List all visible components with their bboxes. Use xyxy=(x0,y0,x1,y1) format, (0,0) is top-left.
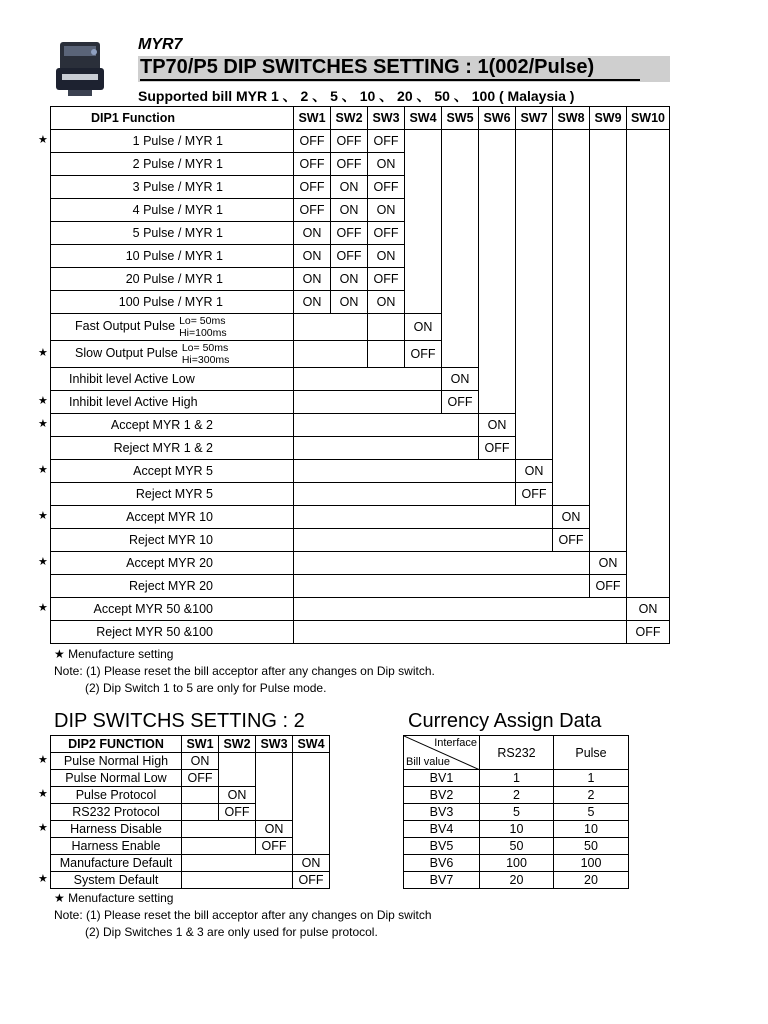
blank-cell xyxy=(516,176,553,199)
switch-value: ON xyxy=(294,268,331,291)
blank-cell xyxy=(553,460,590,483)
pulse-value: 2 xyxy=(554,787,629,804)
blank-cell xyxy=(553,268,590,291)
blank-cell xyxy=(405,199,442,222)
switch-value: OFF xyxy=(182,770,219,787)
blank-cell xyxy=(182,787,219,804)
switch-value: ON xyxy=(331,291,368,314)
blank-cell xyxy=(627,552,670,575)
blank-cell xyxy=(405,153,442,176)
switch-header-8: SW8 xyxy=(553,107,590,130)
blank-cell xyxy=(293,787,330,804)
switch-value: ON xyxy=(294,222,331,245)
blank-cell xyxy=(590,153,627,176)
dip1-function-header: DIP1 Function xyxy=(51,107,294,130)
note-1: Note: (1) Please reset the bill acceptor after any changes on Dip switch. xyxy=(54,664,435,678)
switch-header-5: SW5 xyxy=(442,107,479,130)
blank-cell xyxy=(627,483,670,506)
switch-value: ON xyxy=(516,460,553,483)
blank-cell xyxy=(590,176,627,199)
dip1-row-label: Accept MYR 10 xyxy=(51,506,294,529)
blank-cell xyxy=(405,130,442,153)
rs232-value: 50 xyxy=(480,838,554,855)
blank-cell xyxy=(294,368,442,391)
blank-cell xyxy=(256,804,293,821)
bill-value-cell: BV3 xyxy=(404,804,480,821)
blank-cell xyxy=(294,314,368,341)
blank-cell xyxy=(293,804,330,821)
blank-cell xyxy=(293,821,330,838)
blank-cell xyxy=(590,341,627,368)
blank-cell xyxy=(442,245,479,268)
manufacture-setting-legend: ★ Menufacture setting xyxy=(54,891,174,905)
blank-cell xyxy=(479,153,516,176)
dip2-row-label: Pulse Normal Low xyxy=(51,770,182,787)
blank-cell xyxy=(182,838,256,855)
title-underline xyxy=(140,79,640,81)
interface-label: Interface xyxy=(434,737,477,749)
dip1-row-label: Accept MYR 1 & 2 xyxy=(51,414,294,437)
manufacture-setting-star: ★ xyxy=(38,134,48,146)
blank-cell xyxy=(479,130,516,153)
blank-cell xyxy=(553,291,590,314)
output-pulse-label: Fast Output Pulse xyxy=(75,319,176,334)
rs232-value: 2 xyxy=(480,787,554,804)
switch-header-2: SW2 xyxy=(219,736,256,753)
switch-header-4: SW4 xyxy=(405,107,442,130)
currency-section-title: Currency Assign Data xyxy=(408,710,602,732)
manufacture-setting-star: ★ xyxy=(38,788,48,800)
switch-header-1: SW1 xyxy=(294,107,331,130)
pulse-hi: Hi=100ms xyxy=(179,327,227,339)
rs232-value: 1 xyxy=(480,770,554,787)
blank-cell xyxy=(516,314,553,341)
blank-cell xyxy=(442,153,479,176)
switch-header-3: SW3 xyxy=(256,736,293,753)
page-title: TP70/P5 DIP SWITCHES SETTING : 1(002/Pulse) xyxy=(140,56,595,78)
blank-cell xyxy=(368,341,405,368)
blank-cell xyxy=(294,552,590,575)
blank-cell xyxy=(294,391,442,414)
switch-value: ON xyxy=(294,291,331,314)
blank-cell xyxy=(442,222,479,245)
switch-value: OFF xyxy=(294,153,331,176)
rs232-value: 10 xyxy=(480,821,554,838)
blank-cell xyxy=(442,314,479,341)
switch-value: OFF xyxy=(331,222,368,245)
switch-value: OFF xyxy=(516,483,553,506)
blank-cell xyxy=(553,245,590,268)
switch-value: OFF xyxy=(627,621,670,644)
blank-cell xyxy=(479,222,516,245)
blank-cell xyxy=(553,222,590,245)
switch-value: OFF xyxy=(405,341,442,368)
blank-cell xyxy=(627,291,670,314)
blank-cell xyxy=(294,529,553,552)
dip2-function-header: DIP2 FUNCTION xyxy=(51,736,182,753)
blank-cell xyxy=(627,575,670,598)
dip1-row-label xyxy=(51,314,294,341)
rs232-value: 5 xyxy=(480,804,554,821)
manufacture-setting-legend: ★ Menufacture setting xyxy=(54,647,174,661)
pulse-hi: Hi=300ms xyxy=(181,354,230,366)
manufacture-setting-star: ★ xyxy=(38,754,48,766)
blank-cell xyxy=(368,314,405,341)
blank-cell xyxy=(627,414,670,437)
note-2: (2) Dip Switches 1 & 3 are only used for pulse protocol. xyxy=(85,925,378,939)
switch-value: OFF xyxy=(368,268,405,291)
switch-value: ON xyxy=(368,291,405,314)
bill-value-label: Bill value xyxy=(406,756,451,768)
pulse-timing xyxy=(182,342,230,366)
dip1-row-label: Inhibit level Active Low xyxy=(51,368,294,391)
manufacture-setting-star: ★ xyxy=(38,602,48,614)
blank-cell xyxy=(590,268,627,291)
switch-value: ON xyxy=(294,245,331,268)
blank-cell xyxy=(516,391,553,414)
switch-value: OFF xyxy=(553,529,590,552)
blank-cell xyxy=(590,460,627,483)
blank-cell xyxy=(479,291,516,314)
blank-cell xyxy=(590,245,627,268)
switch-value: ON xyxy=(368,153,405,176)
blank-cell xyxy=(516,153,553,176)
dip1-row-label: Reject MYR 1 & 2 xyxy=(51,437,294,460)
switch-value: ON xyxy=(442,368,479,391)
dip2-section-title: DIP SWITCHS SETTING : 2 xyxy=(54,710,305,732)
blank-cell xyxy=(479,199,516,222)
manufacture-setting-star: ★ xyxy=(38,464,48,476)
note-2: (2) Dip Switch 1 to 5 are only for Pulse mode. xyxy=(85,681,327,695)
pulse-lo: Lo= 50ms xyxy=(181,342,229,354)
pulse-lo: Lo= 50ms xyxy=(179,315,226,327)
dip2-table xyxy=(50,735,330,889)
manufacture-setting-star: ★ xyxy=(38,395,48,407)
blank-cell xyxy=(479,176,516,199)
bill-acceptor-image xyxy=(50,38,110,100)
switch-value: OFF xyxy=(442,391,479,414)
blank-cell xyxy=(516,222,553,245)
blank-cell xyxy=(553,199,590,222)
switch-value: ON xyxy=(256,821,293,838)
blank-cell xyxy=(590,314,627,341)
dip2-row-label: Pulse Normal High xyxy=(51,753,182,770)
dip1-row-label: Reject MYR 50 &100 xyxy=(51,621,294,644)
blank-cell xyxy=(182,821,256,838)
switch-value: ON xyxy=(293,855,330,872)
currency-table xyxy=(403,735,629,889)
dip2-row-label: Harness Disable xyxy=(51,821,182,838)
dip2-row-label: System Default xyxy=(51,872,182,889)
dip1-row-label: 5 Pulse / MYR 1 xyxy=(51,222,294,245)
supported-bill: Supported bill MYR 1 、 2 、 5 、 10 、 20 、 50 、 100 ( Malaysia ) xyxy=(138,88,575,104)
switch-value: ON xyxy=(553,506,590,529)
switch-value: OFF xyxy=(294,130,331,153)
blank-cell xyxy=(256,787,293,804)
pulse-value: 10 xyxy=(554,821,629,838)
blank-cell xyxy=(590,222,627,245)
blank-cell xyxy=(627,437,670,460)
switch-value: OFF xyxy=(294,176,331,199)
blank-cell xyxy=(294,575,590,598)
blank-cell xyxy=(442,268,479,291)
bill-value-cell: BV5 xyxy=(404,838,480,855)
blank-cell xyxy=(627,130,670,153)
switch-value: ON xyxy=(331,176,368,199)
dip1-table xyxy=(50,106,670,644)
bill-value-cell: BV7 xyxy=(404,872,480,889)
blank-cell xyxy=(294,460,516,483)
blank-cell xyxy=(479,314,516,341)
switch-header-9: SW9 xyxy=(590,107,627,130)
blank-cell xyxy=(590,391,627,414)
switch-header-3: SW3 xyxy=(368,107,405,130)
blank-cell xyxy=(553,153,590,176)
blank-cell xyxy=(442,199,479,222)
manufacture-setting-star: ★ xyxy=(38,510,48,522)
dip1-row-label: Inhibit level Active High xyxy=(51,391,294,414)
blank-cell xyxy=(590,130,627,153)
dip1-row-label: 20 Pulse / MYR 1 xyxy=(51,268,294,291)
rs232-header: RS232 xyxy=(480,736,554,770)
blank-cell xyxy=(590,529,627,552)
blank-cell xyxy=(479,368,516,391)
rs232-value: 20 xyxy=(480,872,554,889)
manufacture-setting-star: ★ xyxy=(38,347,48,359)
blank-cell xyxy=(442,176,479,199)
dip1-row-label: Reject MYR 20 xyxy=(51,575,294,598)
dip1-row-label xyxy=(51,341,294,368)
dip1-row-label: 1 Pulse / MYR 1 xyxy=(51,130,294,153)
switch-value: OFF xyxy=(331,130,368,153)
switch-header-4: SW4 xyxy=(293,736,330,753)
blank-cell xyxy=(516,414,553,437)
switch-value: ON xyxy=(331,268,368,291)
blank-cell xyxy=(442,130,479,153)
blank-cell xyxy=(627,245,670,268)
blank-cell xyxy=(516,268,553,291)
dip1-row-label: 10 Pulse / MYR 1 xyxy=(51,245,294,268)
pulse-value: 5 xyxy=(554,804,629,821)
blank-cell xyxy=(479,391,516,414)
blank-cell xyxy=(294,414,479,437)
blank-cell xyxy=(590,291,627,314)
switch-value: OFF xyxy=(368,176,405,199)
blank-cell xyxy=(479,245,516,268)
switch-value: ON xyxy=(405,314,442,341)
switch-value: ON xyxy=(219,787,256,804)
blank-cell xyxy=(479,268,516,291)
blank-cell xyxy=(627,460,670,483)
dip1-row-label: Reject MYR 10 xyxy=(51,529,294,552)
blank-cell xyxy=(590,483,627,506)
dip1-row-label: Reject MYR 5 xyxy=(51,483,294,506)
blank-cell xyxy=(442,341,479,368)
switch-value: OFF xyxy=(256,838,293,855)
blank-cell xyxy=(553,414,590,437)
dip1-row-label: 2 Pulse / MYR 1 xyxy=(51,153,294,176)
note-1: Note: (1) Please reset the bill acceptor after any changes on Dip switch xyxy=(54,908,432,922)
model-name: MYR7 xyxy=(138,36,183,53)
blank-cell xyxy=(405,268,442,291)
blank-cell xyxy=(294,506,553,529)
pulse-timing xyxy=(179,315,227,339)
dip2-notes xyxy=(54,890,432,941)
blank-cell xyxy=(293,838,330,855)
bill-value-cell: BV6 xyxy=(404,855,480,872)
switch-header-1: SW1 xyxy=(182,736,219,753)
blank-cell xyxy=(516,130,553,153)
switch-value: OFF xyxy=(331,245,368,268)
pulse-value: 1 xyxy=(554,770,629,787)
switch-value: ON xyxy=(182,753,219,770)
blank-cell xyxy=(293,770,330,787)
dip1-notes xyxy=(54,646,435,697)
blank-cell xyxy=(256,753,293,770)
switch-value: ON xyxy=(590,552,627,575)
blank-cell xyxy=(627,341,670,368)
blank-cell xyxy=(590,199,627,222)
blank-cell xyxy=(405,176,442,199)
switch-value: OFF xyxy=(479,437,516,460)
interface-bill-value-header xyxy=(404,736,480,770)
blank-cell xyxy=(590,437,627,460)
blank-cell xyxy=(182,855,293,872)
blank-cell xyxy=(553,391,590,414)
manufacture-setting-star: ★ xyxy=(38,822,48,834)
blank-cell xyxy=(627,199,670,222)
blank-cell xyxy=(627,268,670,291)
blank-cell xyxy=(479,341,516,368)
switch-value: ON xyxy=(479,414,516,437)
pulse-value: 20 xyxy=(554,872,629,889)
output-pulse-label: Slow Output Pulse xyxy=(75,346,178,361)
blank-cell xyxy=(516,368,553,391)
blank-cell xyxy=(516,341,553,368)
blank-cell xyxy=(553,437,590,460)
switch-header-6: SW6 xyxy=(479,107,516,130)
blank-cell xyxy=(442,291,479,314)
dip1-row-label: 100 Pulse / MYR 1 xyxy=(51,291,294,314)
blank-cell xyxy=(590,368,627,391)
blank-cell xyxy=(590,414,627,437)
blank-cell xyxy=(553,341,590,368)
blank-cell xyxy=(405,245,442,268)
blank-cell xyxy=(553,368,590,391)
blank-cell xyxy=(294,341,368,368)
blank-cell xyxy=(256,770,293,787)
pulse-value: 50 xyxy=(554,838,629,855)
blank-cell xyxy=(294,598,627,621)
blank-cell xyxy=(219,770,256,787)
blank-cell xyxy=(627,368,670,391)
blank-cell xyxy=(516,245,553,268)
rs232-value: 100 xyxy=(480,855,554,872)
dip1-row-label: 4 Pulse / MYR 1 xyxy=(51,199,294,222)
blank-cell xyxy=(627,176,670,199)
switch-header-2: SW2 xyxy=(331,107,368,130)
dip1-row-label: 3 Pulse / MYR 1 xyxy=(51,176,294,199)
blank-cell xyxy=(627,153,670,176)
blank-cell xyxy=(627,314,670,341)
blank-cell xyxy=(405,291,442,314)
blank-cell xyxy=(405,222,442,245)
blank-cell xyxy=(516,437,553,460)
manufacture-setting-star: ★ xyxy=(38,873,48,885)
blank-cell xyxy=(627,222,670,245)
dip1-row-label: Accept MYR 5 xyxy=(51,460,294,483)
blank-cell xyxy=(627,506,670,529)
blank-cell xyxy=(294,437,479,460)
switch-header-10: SW10 xyxy=(627,107,670,130)
bill-value-cell: BV4 xyxy=(404,821,480,838)
switch-value: OFF xyxy=(368,222,405,245)
switch-value: OFF xyxy=(590,575,627,598)
blank-cell xyxy=(553,130,590,153)
manufacture-setting-star: ★ xyxy=(38,418,48,430)
pulse-value: 100 xyxy=(554,855,629,872)
dip1-row-label: Accept MYR 50 &100 xyxy=(51,598,294,621)
switch-value: OFF xyxy=(294,199,331,222)
blank-cell xyxy=(516,199,553,222)
switch-value: ON xyxy=(331,199,368,222)
pulse-header: Pulse xyxy=(554,736,629,770)
switch-value: OFF xyxy=(293,872,330,889)
blank-cell xyxy=(294,483,516,506)
blank-cell xyxy=(590,506,627,529)
blank-cell xyxy=(182,872,293,889)
manufacture-setting-star: ★ xyxy=(38,556,48,568)
switch-header-7: SW7 xyxy=(516,107,553,130)
blank-cell xyxy=(182,804,219,821)
blank-cell xyxy=(516,291,553,314)
blank-cell xyxy=(627,529,670,552)
bill-value-cell: BV1 xyxy=(404,770,480,787)
dip2-row-label: Pulse Protocol xyxy=(51,787,182,804)
switch-value: OFF xyxy=(219,804,256,821)
blank-cell xyxy=(627,391,670,414)
switch-value: OFF xyxy=(331,153,368,176)
blank-cell xyxy=(294,621,627,644)
dip1-row-label: Accept MYR 20 xyxy=(51,552,294,575)
blank-cell xyxy=(219,753,256,770)
dip2-row-label: Harness Enable xyxy=(51,838,182,855)
dip2-row-label: Manufacture Default xyxy=(51,855,182,872)
switch-value: OFF xyxy=(368,130,405,153)
blank-cell xyxy=(293,753,330,770)
switch-value: ON xyxy=(627,598,670,621)
blank-cell xyxy=(553,483,590,506)
blank-cell xyxy=(553,176,590,199)
blank-cell xyxy=(553,314,590,341)
bill-value-cell: BV2 xyxy=(404,787,480,804)
switch-value: ON xyxy=(368,245,405,268)
switch-value: ON xyxy=(368,199,405,222)
dip2-row-label: RS232 Protocol xyxy=(51,804,182,821)
